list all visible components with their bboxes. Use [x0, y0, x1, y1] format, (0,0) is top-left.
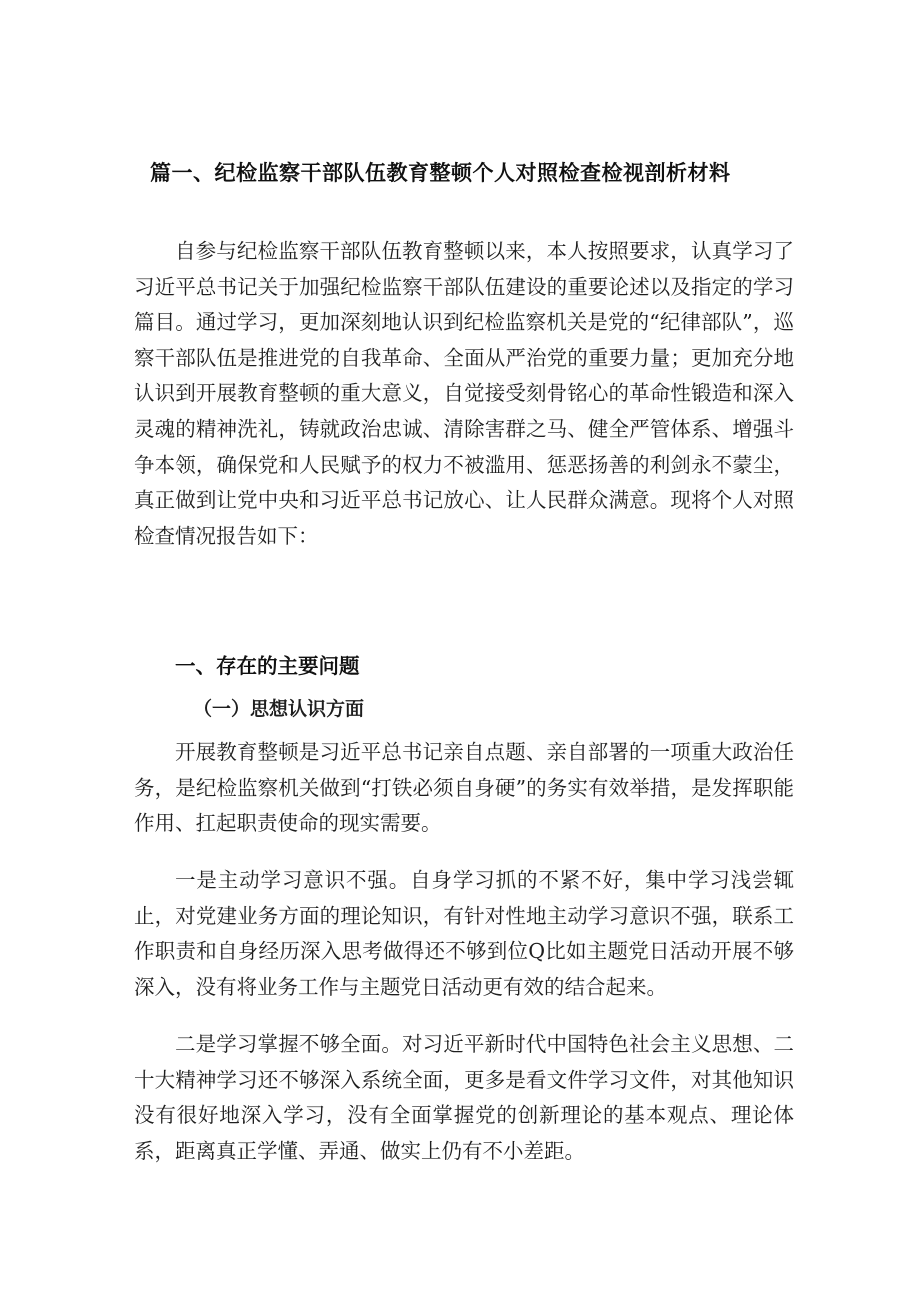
section-heading-main-problems: 一、存在的主要问题 [175, 654, 360, 678]
paragraph-learning-coverage: 二是学习掌握不够全面。对习近平新时代中国特色社会主义思想、二十大精神学习还不够深入系统全面，更多是看文件学习文件，对其他知识没有很好地深入学习，没有全面掌握党的创新理论的基本观点、理论体系，距离真正学懂、弄通、做实上仍有不小差距。 [134, 1032, 794, 1163]
paragraph-learning-awareness: 一是主动学习意识不强。自身学习抓的不紧不好，集中学习浅尝辄止，对党建业务方面的理论知识，有针对性地主动学习意识不强，联系工作职责和自身经历深入思考做得还不够到位Q比如主题党日活动开展不够深入，没有将业务工作与主题党日活动更有效的结合起来。 [134, 868, 794, 999]
subsection-heading-ideological: （一）思想认识方面 [193, 698, 365, 720]
intro-paragraph: 自参与纪检监察干部队伍教育整顿以来，本人按照要求，认真学习了习近平总书记关于加强纪检监察干部队伍建设的重要论述以及指定的学习篇目。通过学习，更加深刻地认识到纪检监察机关是党的“纪律部队”，巡察干部队伍是推进党的自我革命、全面从严治党的重要力量；更加充分地认识到开展教育整顿的重大意义，自觉接受刻骨铭心的革命性锻造和深入灵魂的精神洗礼，铸就政治忠诚、清除害群之马、健全严管体系、增强斗争本领，确保党和人民赋予的权力不被滥用、惩恶扬善的利剑永不蒙尘，真正做到让党中央和习近平总书记放心、让人民群众满意。现将个人对照检查情况报告如下： [134, 239, 794, 548]
document-title: 篇一、纪检监察干部队伍教育整顿个人对照检查检视剖析材料 [150, 161, 731, 185]
paragraph-rectification-task: 开展教育整顿是习近平总书记亲自点题、亲自部署的一项重大政治任务，是纪检监察机关做到“打铁必须自身硬”的务实有效举措，是发挥职能作用、扛起职责使命的现实需要。 [134, 740, 794, 836]
